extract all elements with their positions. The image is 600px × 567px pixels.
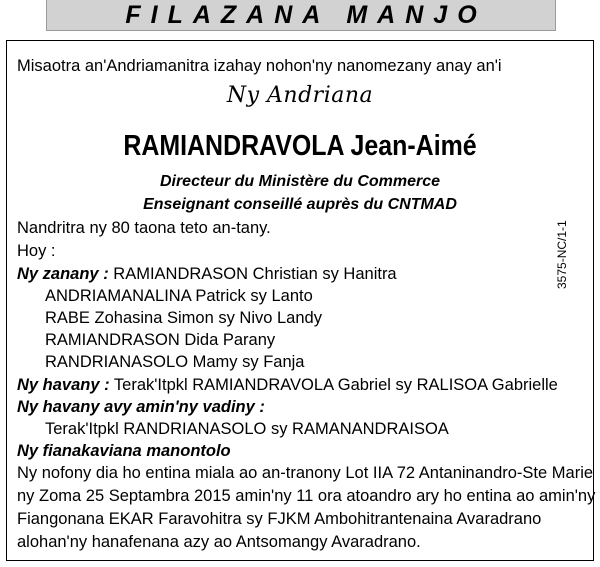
children-label: Ny zanany : xyxy=(17,265,109,283)
children-line xyxy=(17,264,397,284)
closing-line: ny Zoma 25 Septambra 2015 amin'ny 11 ora atoandro ary ho entina ao amin'ny xyxy=(17,487,596,505)
closing-line: alohan'ny hanafenana azy ao Antsomangy Avaradrano. xyxy=(17,533,421,551)
role-line-2: Enseignant conseillé auprès du CNTMAD xyxy=(143,196,457,213)
child-entry: RANDRIANASOLO Mamy sy Fanja xyxy=(45,353,305,371)
hoy-label: Hoy : xyxy=(17,242,56,260)
extended-family-label: Ny fianakaviana manontolo xyxy=(17,442,231,460)
intro-text: Misaotra an'Andriamanitra izahay nohon'ny nanomezany anay an'i xyxy=(17,57,502,75)
closing-line: Fiangonana EKAR Faravohitra sy FJKM Ambohitrantenaina Avaradrano xyxy=(17,510,542,528)
closing-line: Ny nofony dia ho entina miala ao an-tranony Lot IIA 72 Antaninandro-Ste Marie xyxy=(17,464,594,482)
in-laws-label: Ny havany avy amin'ny vadiny : xyxy=(17,398,265,416)
age-line: Nandritra ny 80 taona teto an-tany. xyxy=(17,219,271,237)
siblings-line xyxy=(17,375,558,395)
in-laws-text: Terak'Itpkl RANDRIANASOLO sy RAMANANDRAISOA xyxy=(45,420,449,438)
siblings-label: Ny havany : xyxy=(17,376,110,394)
announcement-frame xyxy=(6,40,594,561)
role-line-1: Directeur du Ministère du Commerce xyxy=(159,173,441,190)
child-entry: RABE Zohasina Simon sy Nivo Landy xyxy=(45,309,322,327)
child-entry: RAMIANDRASON Dida Parany xyxy=(45,331,276,349)
children-first: RAMIANDRASON Christian sy Hanitra xyxy=(113,265,397,283)
honorific-title: Ny Andriana xyxy=(226,83,374,108)
deceased-name: RAMIANDRAVOLA Jean-Aimé xyxy=(123,130,477,162)
child-entry: ANDRIAMANALINA Patrick sy Lanto xyxy=(45,287,313,305)
reference-code: 3575-NC/1-1 xyxy=(555,220,569,289)
header-banner: FILAZANA MANJO xyxy=(46,0,556,31)
siblings-text: Terak'Itpkl RAMIANDRAVOLA Gabriel sy RALISOA Gabrielle xyxy=(113,376,558,394)
